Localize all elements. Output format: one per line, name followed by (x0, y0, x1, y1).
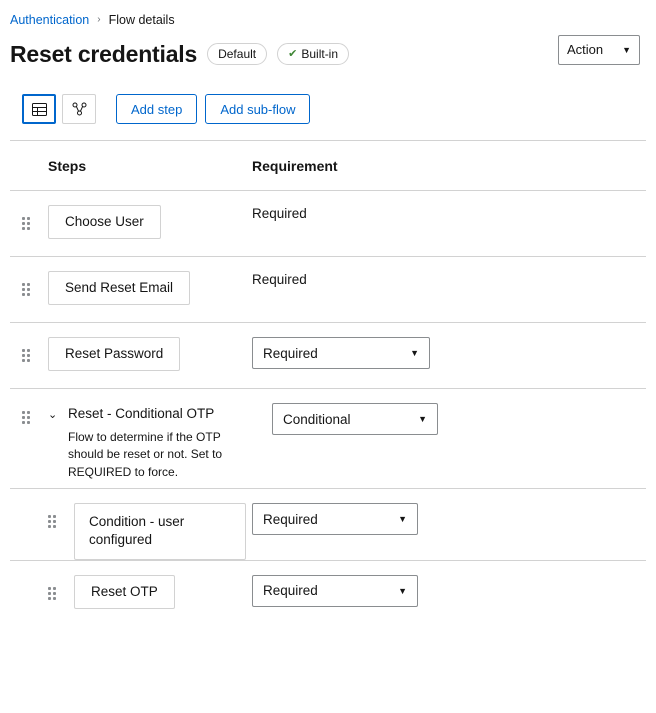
requirement-cell (252, 257, 646, 289)
requirement-cell (252, 191, 646, 223)
requirement-text: Required (252, 272, 307, 288)
drag-handle-cell (10, 191, 48, 230)
drag-handle-icon[interactable] (22, 283, 31, 296)
step-name-box: Reset Password (48, 337, 180, 371)
chevron-down-icon: ▼ (398, 514, 407, 525)
requirement-dropdown-value: Conditional (283, 411, 351, 427)
step-cell (48, 257, 252, 305)
add-subflow-button[interactable]: Add sub-flow (205, 94, 310, 124)
requirement-dropdown[interactable] (252, 503, 418, 535)
badge-built-in-label: Built-in (301, 47, 339, 62)
action-dropdown[interactable] (558, 35, 640, 65)
subflow-description: Flow to determine if the OTP should be reset or not. Set to REQUIRED to force. (68, 430, 223, 479)
breadcrumb-link-authentication[interactable]: Authentication (10, 13, 90, 27)
page-title: Reset credentials (10, 40, 198, 67)
drag-handle-cell (10, 323, 48, 362)
subflow-title: Reset - Conditional OTP (68, 406, 215, 422)
table-row-subflow (10, 388, 646, 488)
table-header-row (10, 140, 646, 190)
requirement-dropdown-value: Required (263, 511, 318, 527)
step-cell (48, 389, 272, 481)
drag-handle-icon[interactable] (22, 217, 31, 230)
requirement-dropdown[interactable] (272, 403, 438, 435)
table-view-button[interactable] (22, 94, 56, 124)
steps-table (0, 140, 656, 625)
step-cell (74, 561, 252, 609)
chevron-down-icon: ▼ (410, 348, 419, 359)
breadcrumb-current: Flow details (108, 13, 175, 27)
subflow-header (48, 405, 272, 424)
step-cell (48, 191, 252, 239)
table-row (10, 560, 646, 626)
column-header-steps: Steps (48, 157, 87, 174)
step-name-box: Send Reset Email (48, 271, 190, 305)
badge-default (207, 43, 267, 65)
requirement-cell (272, 389, 646, 435)
requirement-text: Required (252, 206, 307, 222)
step-cell (48, 323, 252, 371)
page-header (0, 27, 656, 69)
action-dropdown-label: Action (567, 42, 604, 57)
breadcrumb-separator-icon: › (97, 14, 101, 26)
add-step-button[interactable]: Add step (116, 94, 197, 124)
step-name-box: Reset OTP (74, 575, 175, 609)
badge-default-label: Default (218, 47, 257, 62)
table-row (10, 488, 646, 559)
requirement-cell (252, 323, 646, 369)
requirement-dropdown[interactable] (252, 575, 418, 607)
view-toggle-group (22, 94, 96, 124)
requirement-dropdown-value: Required (263, 583, 318, 599)
check-circle-icon: ✔ (288, 47, 298, 60)
tree-view-button[interactable] (62, 94, 96, 124)
drag-handle-cell (10, 489, 74, 528)
step-name-box: Choose User (48, 205, 161, 239)
step-cell (74, 489, 252, 559)
drag-handle-cell (10, 561, 74, 600)
requirement-dropdown[interactable] (252, 337, 430, 369)
drag-handle-icon[interactable] (22, 349, 31, 362)
requirement-cell (252, 489, 646, 535)
drag-handle-icon[interactable] (22, 411, 31, 424)
drag-handle-icon[interactable] (48, 587, 57, 600)
drag-handle-icon[interactable] (48, 515, 57, 528)
chevron-down-icon: ▼ (398, 585, 407, 596)
chevron-down-icon[interactable]: ⌄ (48, 409, 58, 422)
chevron-down-icon: ▼ (622, 44, 631, 55)
requirement-cell (252, 561, 646, 607)
badge-built-in (277, 43, 349, 65)
chevron-down-icon: ▼ (418, 414, 427, 425)
step-name-box: Condition - user configured (74, 503, 246, 559)
table-view-icon (32, 103, 47, 116)
drag-handle-cell (10, 389, 48, 424)
breadcrumb (0, 0, 656, 27)
table-row (10, 256, 646, 322)
tree-view-icon (72, 102, 87, 116)
table-row (10, 190, 646, 256)
table-row (10, 322, 646, 388)
column-header-requirement: Requirement (252, 157, 338, 174)
flow-toolbar (0, 68, 656, 124)
drag-handle-cell (10, 257, 48, 296)
requirement-dropdown-value: Required (263, 345, 318, 361)
